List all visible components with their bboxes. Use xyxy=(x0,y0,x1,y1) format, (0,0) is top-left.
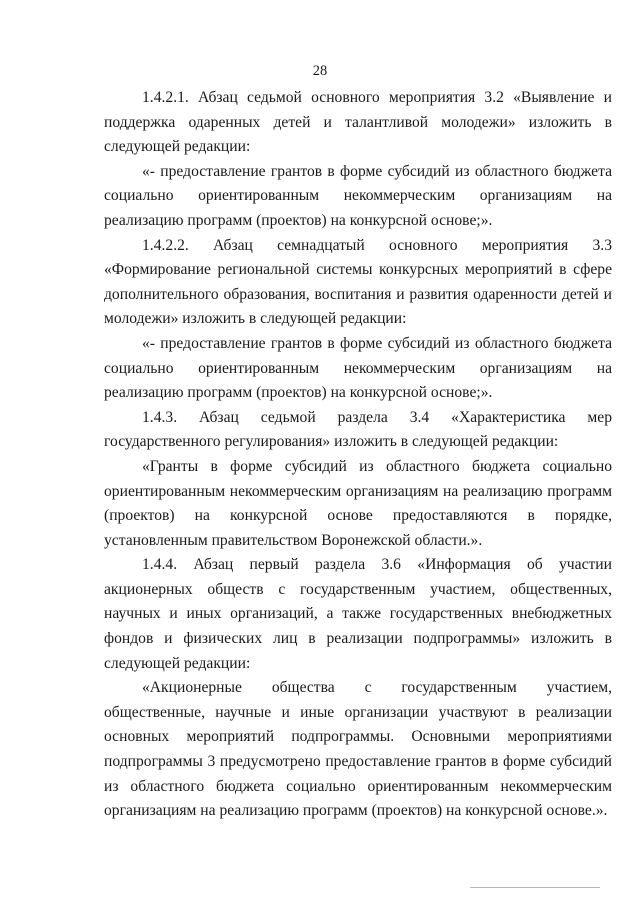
paragraph-quote-grants-1: «- предоставление грантов в форме субсидий из областного бюджета социально ориентированным некоммерческим организациям на реализацию программ (проектов) на конкурсной основе;». xyxy=(104,162,612,229)
paragraph-quote-grants-2: «- предоставление грантов в форме субсидий из областного бюджета социально ориентированным некоммерческим организациям на реализацию программ (проектов) на конкурсной основе;». xyxy=(104,334,612,402)
scan-edge-line xyxy=(470,887,600,888)
paragraph-1-4-4: 1.4.4. Абзац первый раздела 3.6 «Информация об участии акционерных обществ с государственным участием, общественных, научных и иных организаций, а также государственных внебюджетных фондов и физических лиц в реализации подпрограммы» изложить в следующей редакции: xyxy=(104,556,612,672)
paragraph-1-4-2-1: 1.4.2.1. Абзац седьмой основного мероприятия 3.2 «Выявление и поддержка одаренных детей и талантливой молодежи» изложить в следующей редакции: xyxy=(104,89,612,156)
paragraph-quote-grants-3: «Гранты в форме субсидий из областного бюджета социально ориентированным некоммерческим организациям на реализацию программ (проектов) на конкурсной основе предоставляются в порядке, установленным правительством Воронежской области.». xyxy=(104,457,612,549)
paragraph-quote-joint-stock: «Акционерные общества с государственным участием, общественные, научные и иные организации участвуют в реализации основных мероприятий подпрограммы. Основными мероприятиями подпрограммы 3 предусмотрено предоставление грантов в форме субсидий из областного бюджета социально ориентированным некоммерческим организациям на реализацию программ (проектов) на конкурсной основе.». xyxy=(104,679,612,820)
page-number: 28 xyxy=(312,63,328,79)
paragraph-1-4-3: 1.4.3. Абзац седьмой раздела 3.4 «Характеристика мер государственного регулирования» изложить в следующей редакции: xyxy=(104,408,612,451)
paragraph-1-4-2-2: 1.4.2.2. Абзац семнадцатый основного мероприятия 3.3 «Формирование региональной системы конкурсных мероприятий в сфере дополнительного образования, воспитания и развития одаренности детей и молодежи» изложить в следующей редакции: xyxy=(104,236,612,328)
document-body xyxy=(104,86,612,824)
